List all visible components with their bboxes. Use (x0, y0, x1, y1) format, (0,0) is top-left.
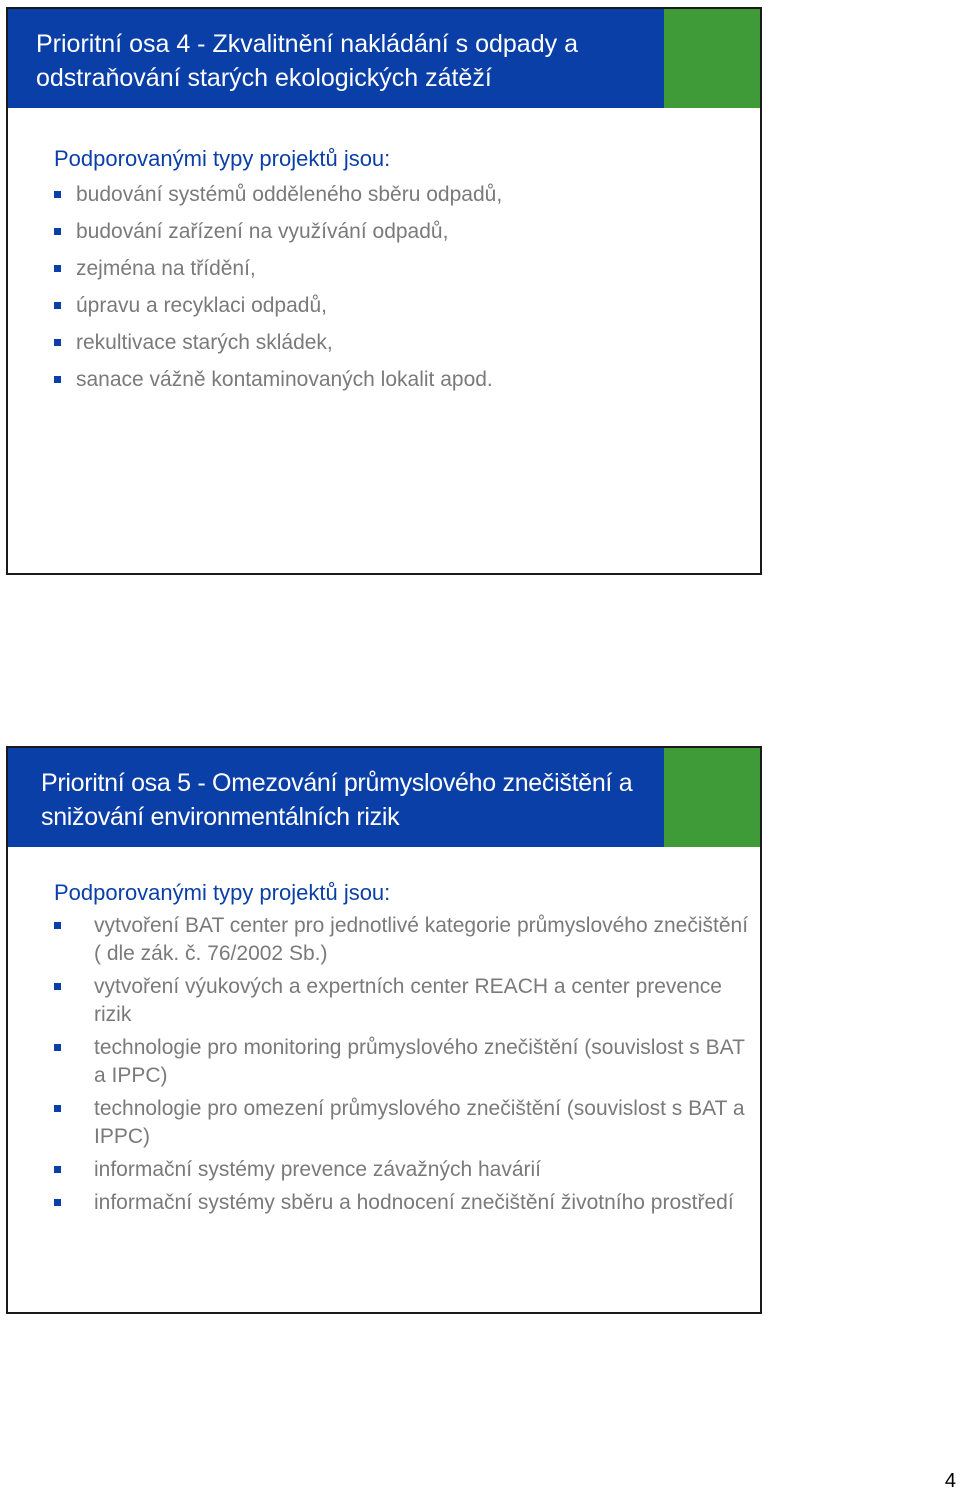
list-item-text: úpravu a recyklaci odpadů, (76, 294, 327, 317)
list-item-text: budování zařízení na využívání odpadů, (76, 220, 449, 243)
square-bullet-icon (54, 1199, 61, 1206)
square-bullet-icon (54, 1166, 61, 1173)
list-item (54, 176, 734, 213)
list-item-text: technologie pro omezení průmyslového znečištění (souvislost s BAT a IPPC) (94, 1097, 745, 1148)
list-item-text: sanace vážně kontaminovaných lokalit apod. (76, 368, 493, 391)
list-item (54, 361, 734, 398)
list-item (54, 250, 734, 287)
list-item (54, 973, 754, 1029)
list-item (54, 213, 734, 250)
list-item-text: rekultivace starých skládek, (76, 331, 333, 354)
square-bullet-icon (54, 339, 61, 346)
title-accent-block (664, 9, 762, 108)
list-item-text: technologie pro monitoring průmyslového znečištění (souvislost s BAT a IPPC) (94, 1036, 745, 1087)
square-bullet-icon (54, 1044, 61, 1051)
list-item (54, 1034, 754, 1090)
bullet-list (54, 912, 754, 1222)
square-bullet-icon (54, 376, 61, 383)
list-item-text: informační systémy sběru a hodnocení znečištění životního prostředí (94, 1191, 734, 1214)
square-bullet-icon (54, 1105, 61, 1112)
square-bullet-icon (54, 922, 61, 929)
slide-prioritni-osa-4 (6, 7, 762, 575)
page-number: 4 (944, 1470, 956, 1492)
title-bar (8, 9, 664, 108)
title-bar (8, 748, 664, 847)
list-item (54, 1156, 754, 1184)
list-item-text: vytvoření výukových a expertních center REACH a center prevence rizik (94, 975, 722, 1026)
slide-subheading: Podporovanými typy projektů jsou: (54, 146, 391, 171)
square-bullet-icon (54, 265, 61, 272)
bullet-list (54, 176, 734, 398)
square-bullet-icon (54, 191, 61, 198)
list-item-text: vytvoření BAT center pro jednotlivé kategorie průmyslového znečištění ( dle zák. č. 76/2002 Sb.) (94, 914, 749, 965)
slide-subheading: Podporovanými typy projektů jsou: (54, 880, 391, 905)
square-bullet-icon (54, 302, 61, 309)
slide-prioritni-osa-5 (6, 746, 762, 1314)
title-accent-block (664, 748, 762, 847)
list-item-text: informační systémy prevence závažných havárií (94, 1158, 542, 1181)
list-item (54, 1095, 754, 1151)
list-item-text: zejména na třídění, (76, 257, 256, 280)
square-bullet-icon (54, 983, 61, 990)
list-item (54, 324, 734, 361)
slide-title: Prioritní osa 5 - Omezování průmyslového znečištění a snižování environmentálních rizik (41, 769, 633, 831)
list-item (54, 287, 734, 324)
list-item (54, 912, 754, 968)
list-item-text: budování systémů odděleného sběru odpadů, (76, 183, 503, 206)
square-bullet-icon (54, 228, 61, 235)
list-item (54, 1189, 754, 1217)
slide-title: Prioritní osa 4 - Zkvalitnění nakládání s odpady a odstraňování starých ekologických zátěží (36, 30, 578, 92)
